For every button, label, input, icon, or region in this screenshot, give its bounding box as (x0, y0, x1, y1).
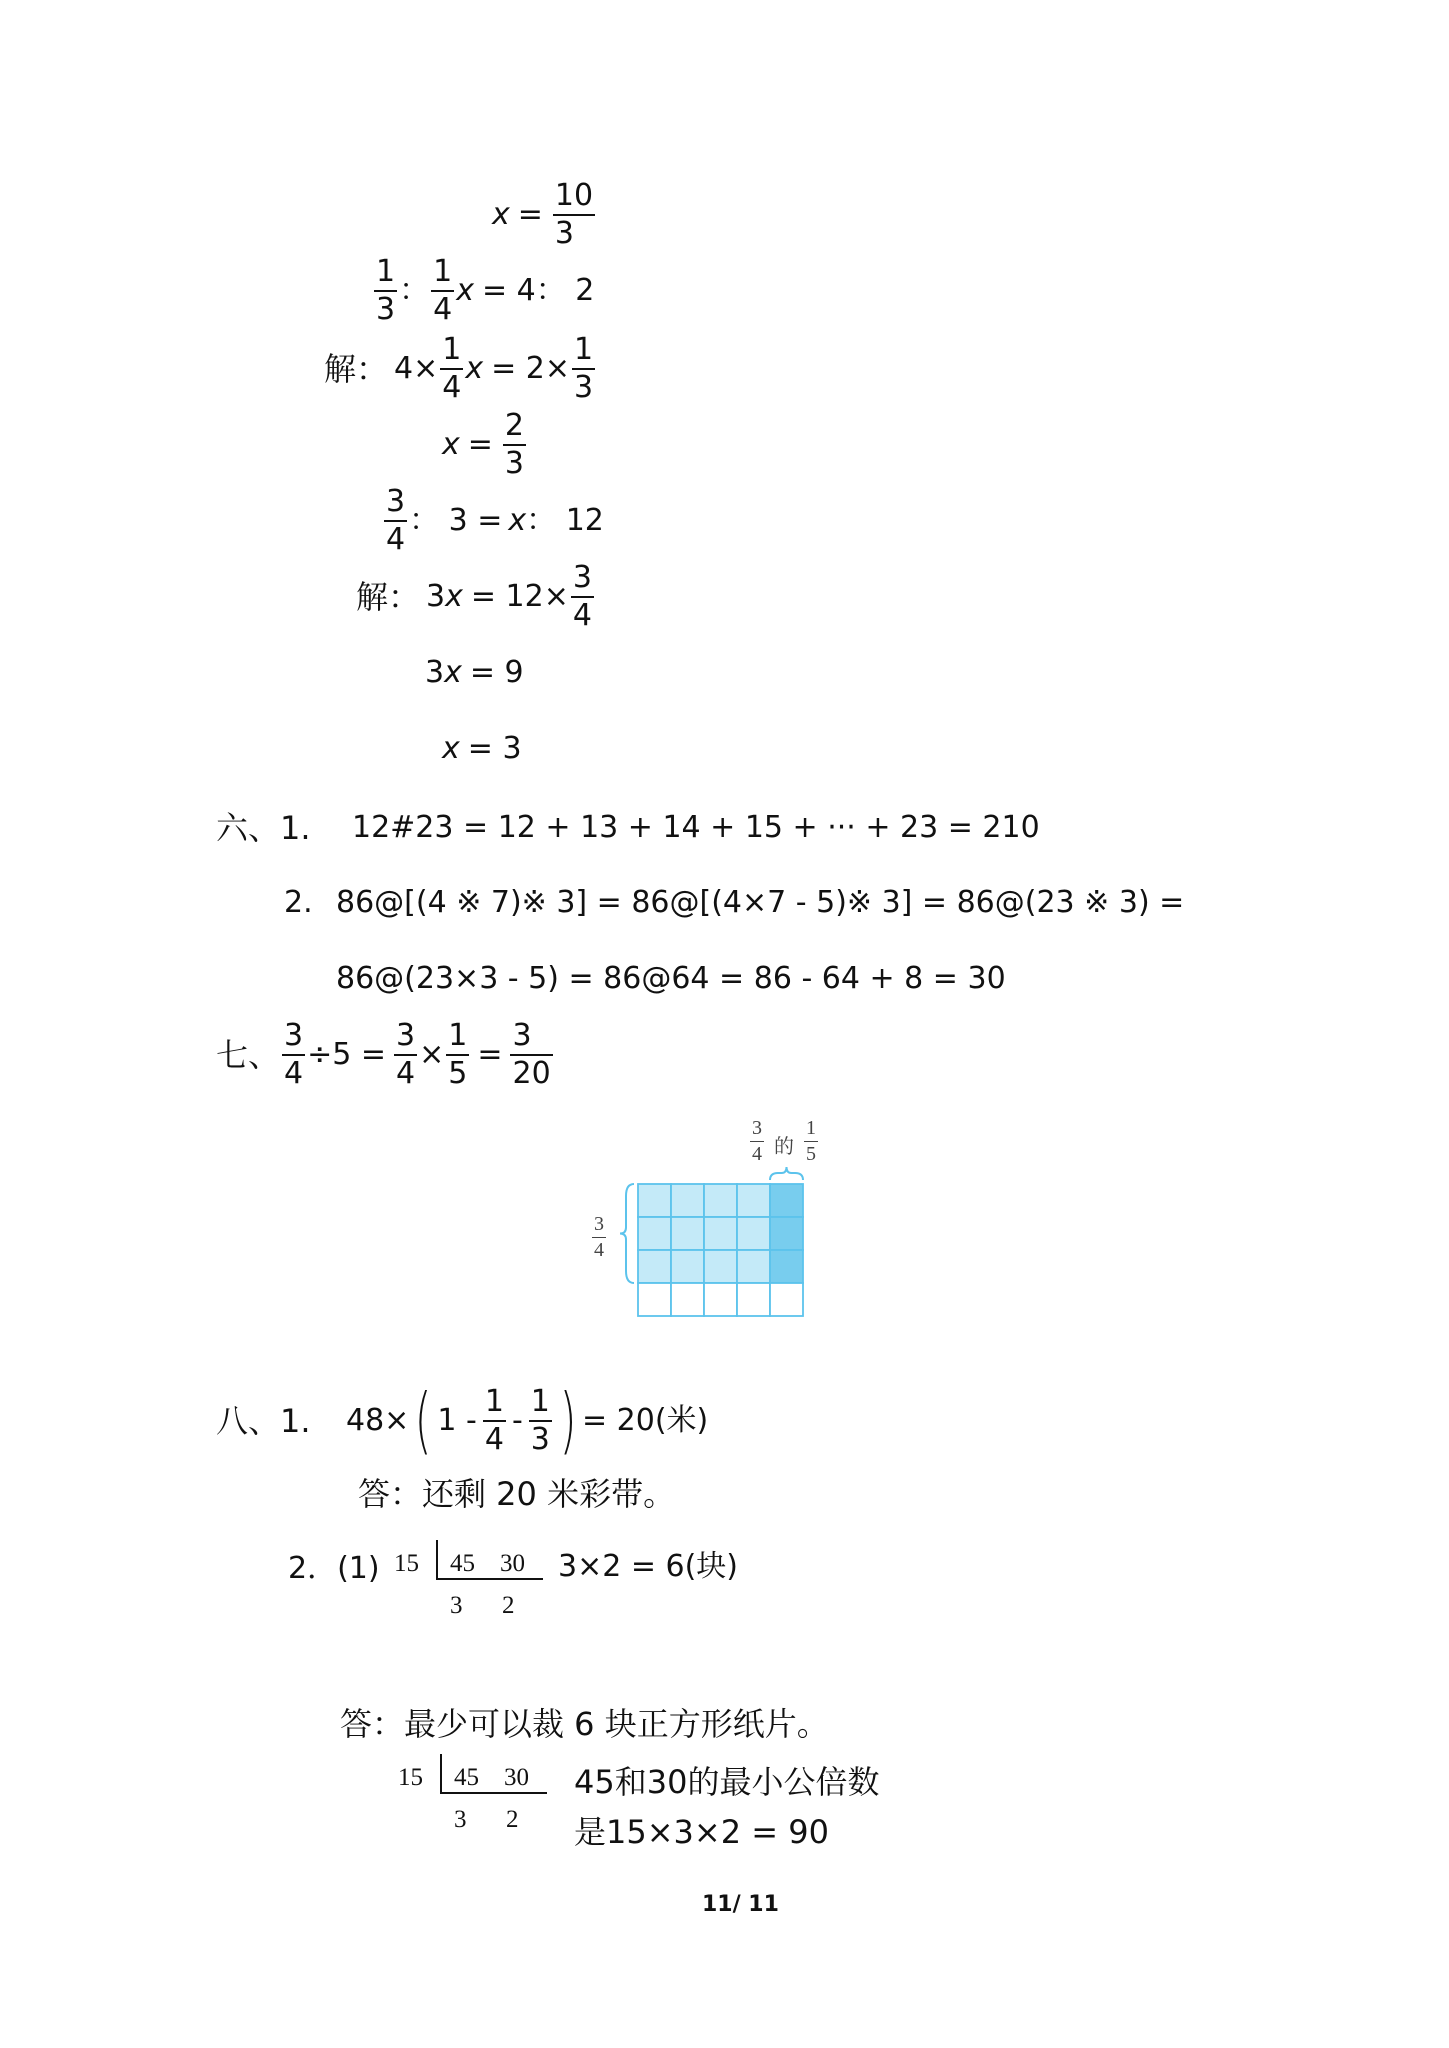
fraction: $\frac{3}{4}$ (572, 560, 592, 633)
fraction: $\frac{10}{3}$ (554, 178, 594, 251)
grid-cell (638, 1283, 671, 1316)
blocks-calc: 3×2 = 6(块) (558, 1549, 739, 1584)
answer-line-1: 答：还剩 20 米彩带。 (358, 1475, 676, 1513)
equation-x-2-3: x = $\frac{2}{3}$ (442, 408, 524, 481)
fraction: $\frac{3}{20}$ (512, 1018, 551, 1091)
lcm-text-1: 45和30的最小公倍数 (574, 1763, 880, 1801)
diagram-top-label-fraction-b: 1 5 (806, 1117, 816, 1165)
fraction: $\frac{1}{5}$ (448, 1018, 468, 1091)
solution-line-2: 解： 3 x = 12× $\frac{3}{4}$ (356, 560, 592, 633)
equation-3x-9: 3 x = 9 (425, 655, 524, 690)
grid-cell (671, 1217, 704, 1250)
grid-cell (737, 1184, 770, 1217)
equation-x-10-3: x = $\frac{10}{3}$ (492, 178, 594, 251)
top-brace (770, 1167, 803, 1180)
right-paren: ) (559, 1377, 577, 1462)
fraction: $\frac{1}{4}$ (484, 1384, 504, 1457)
grid-cell (671, 1283, 704, 1316)
section-8-q1: 八、1. 48× ( 1 - $\frac{1}{4}$ - $\frac{1}{3}$ ) = 20(米) (216, 1377, 709, 1462)
grid-cell (770, 1217, 803, 1250)
fraction: $\frac{3}{4}$ (284, 1018, 304, 1091)
section-6-q2: 2. 86@[(4 ※ 7)※ 3] = 86@[(4×7 - 5)※ 3] = 86@(23 ※ 3) = (284, 885, 1185, 920)
grid-cell (770, 1250, 803, 1283)
page-number: 11/ 11 (702, 1892, 779, 1917)
area-grid (580, 1110, 820, 1340)
grid-cell (704, 1217, 737, 1250)
grid-cell (737, 1283, 770, 1316)
grid-cell (737, 1250, 770, 1283)
diagram-left-label-fraction: 3 4 (594, 1213, 604, 1261)
grid-cell (737, 1217, 770, 1250)
answer-line-2: 答：最少可以裁 6 块正方形纸片。 (340, 1705, 829, 1743)
grid-cell (770, 1184, 803, 1217)
solution-line-1: 解： 4× $\frac{1}{4}$ x = 2× $\frac{1}{3}$ (324, 332, 594, 405)
fraction: $\frac{1}{3}$ (530, 1384, 550, 1457)
grid-cell (671, 1250, 704, 1283)
diagram-top-label-fraction-a: 3 4 (752, 1117, 762, 1165)
equation-x-3: x = 3 (442, 731, 522, 766)
section-8-q2-label: 2．(1) (288, 1551, 380, 1586)
section-7-equation: 七、 $\frac{3}{4}$ ÷5 = $\frac{3}{4}$ × $\frac{1}{5}$ = $\frac{3}{20}$ (216, 1018, 551, 1091)
fraction: $\frac{2}{3}$ (504, 408, 524, 481)
diagram-top-label-de: 的 (774, 1136, 794, 1158)
proportion-1: $\frac{1}{3}$ ： $\frac{1}{4}$ x = 4： 2 (376, 254, 595, 327)
fraction-area-diagram (580, 1110, 820, 1340)
fraction: $\frac{1}{4}$ (433, 254, 453, 327)
grid-cell (704, 1283, 737, 1316)
grid-cell (638, 1184, 671, 1217)
fraction: $\frac{1}{3}$ (376, 254, 396, 327)
grid-cell (704, 1250, 737, 1283)
section-6-q2-continued: 86@(23×3 - 5) = 86@64 = 86 - 64 + 8 = 30 (336, 961, 1006, 996)
grid-cell (770, 1283, 803, 1316)
grid-cell (704, 1184, 737, 1217)
fraction: $\frac{1}{4}$ (442, 332, 462, 405)
grid-cell (638, 1217, 671, 1250)
left-brace (620, 1184, 634, 1283)
section-6-q1: 六、1. 12#23 = 12 + 13 + 14 + 15 + ··· + 23 = 210 (216, 809, 1040, 847)
variable-x: x (492, 196, 510, 232)
fraction: $\frac{3}{4}$ (396, 1018, 416, 1091)
fraction: $\frac{3}{4}$ (386, 484, 406, 557)
lcm-text-2: 是15×3×2 = 90 (574, 1813, 829, 1851)
grid-cell (671, 1184, 704, 1217)
left-paren: ( (414, 1377, 432, 1462)
grid-cell (638, 1250, 671, 1283)
proportion-2: $\frac{3}{4}$ ： 3 = x ： 12 (386, 484, 604, 557)
fraction: $\frac{1}{3}$ (574, 332, 594, 405)
